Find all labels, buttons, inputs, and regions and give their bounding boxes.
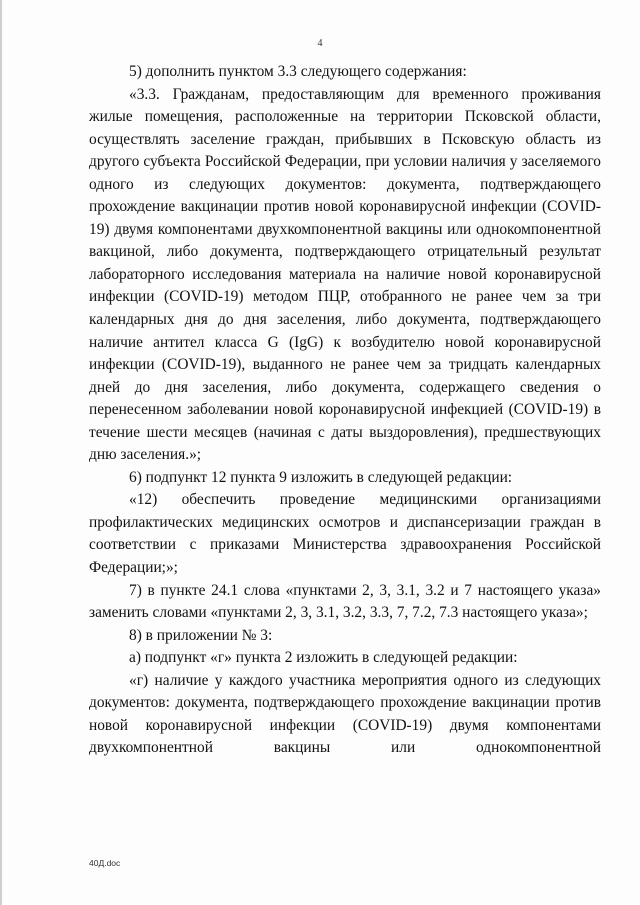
paragraph-item-7: 7) в пункте 24.1 слова «пунктами 2, 3, 3.1, 3.2 и 7 настоящего указа» заменить словами «пунктами 2, 3, 3.1, 3.2, 3.3, 7, 7.2, 7.3 настоящего указа»; [89, 581, 601, 622]
page-number: 4 [317, 38, 323, 49]
file-name-footer: 40Д.doc [89, 858, 121, 868]
paragraph-item-5: 5) дополнить пунктом 3.3 следующего содержания: [129, 63, 467, 80]
paragraph-item-6: 6) подпункт 12 пункта 9 изложить в следующей редакции: [129, 468, 513, 486]
paragraph-item-8: 8) в приложении № 3: [129, 626, 273, 644]
scan-edge [0, 0, 2, 905]
paragraph-3-3-text: «3.3. Гражданам, предоставляющим для временного проживания жилые помещения, расположенные на территории Псковской области, осуществлять заселение граждан, прибывших в Псковскую область из другого субъекта Российской Федерации, при условии наличия у заселяемого одного из следующих документов: документа, подтверждающего прохождение вакцинации против новой коронавирусной инфекции (COVID-19) двумя компонентами двухкомпонентной вакцины или однокомпонентной вакциной, либо документа, подтверждающего отрицательный результат лабораторного исследования материала на наличие новой коронавирусной инфекции (COVID-19) методом ПЦР, отобранного не ранее чем за три календарных дня до дня заселения, либо документа, подтверждающего наличие антител класса G (IgG) к возбудителю новой коронавирусной инфекции (COVID-19), выданного не ранее чем за тридцать календарных дней до дня заселения, либо документа, содержащего сведения о перенесенном заболевании новой коронавирусной инфекцией (COVID-19) в течение шести месяцев (начиная с даты выздоровления), предшествующих дню заселения.»; [89, 85, 601, 464]
paragraph-subitem-a: а) подпункт «г» пункта 2 изложить в следующей редакции: [129, 649, 518, 667]
paragraph-subitem-g: «г) наличие у каждого участника мероприятия одного из следующих документов: документа, подтверждающего прохождение вакцинации против новой коронавирусной инфекции (COVID-19) двумя компонентами двухкомпонентной вакцины или однокомпонентной [89, 671, 601, 757]
paragraph-subitem-12: «12) обеспечить проведение медицинскими организациями профилактических медицинских осмотров и диспансеризации граждан в соответствии с приказами Министерства здравоохранения Российской Федерации;»; [89, 491, 601, 577]
document-body [89, 61, 601, 760]
